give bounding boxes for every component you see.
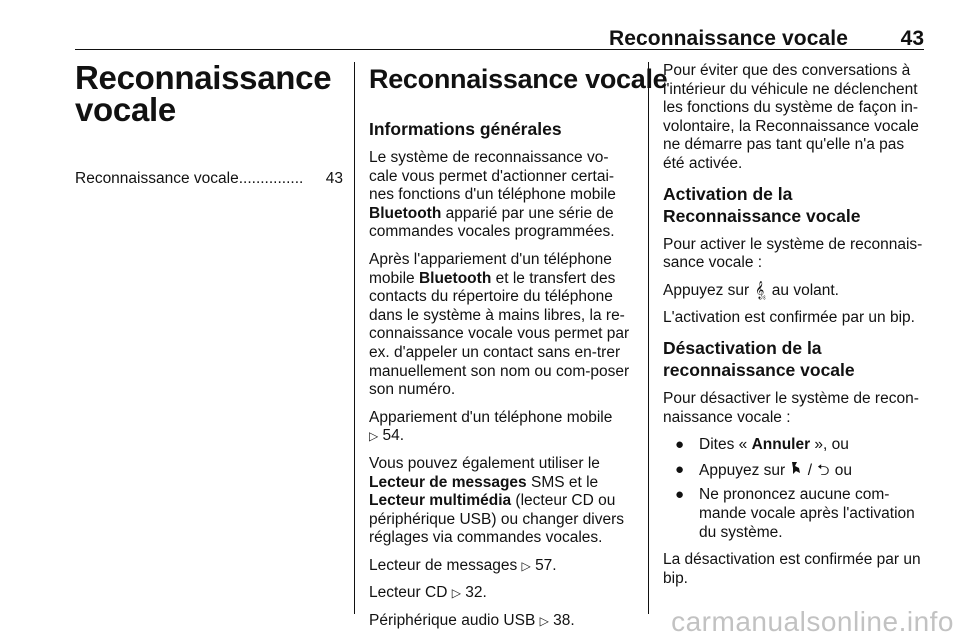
bullet2-mid: / bbox=[803, 461, 817, 479]
paragraph-pairing-b: et le transfert des contacts du répertoire du téléphone dans le système à mains libres, la re-connaissance vocale vous permet par ex. d'appeler un contact sans en-trer manuellement son nom ou com-poser son numéro. bbox=[369, 269, 630, 399]
bullet-icon: ● bbox=[675, 436, 685, 454]
pairing-ref-page[interactable]: 54. bbox=[382, 427, 405, 445]
paragraph-also-a: Vous pouvez également utiliser le bbox=[369, 454, 600, 472]
subheading-deactivation bbox=[663, 337, 927, 381]
media-player-term: Lecteur multimédia bbox=[369, 492, 512, 510]
deactivation-list bbox=[663, 436, 927, 542]
watermark: carmanualsonline.info bbox=[671, 606, 954, 637]
paragraph-press bbox=[663, 282, 927, 301]
toc-label: Reconnaissance vocale bbox=[75, 170, 239, 187]
section-title: Reconnaissance vocale bbox=[369, 64, 668, 94]
paragraph-pairing-ref bbox=[369, 409, 633, 446]
content-column-3 bbox=[663, 62, 927, 597]
paragraph-also-c: (lecteur CD ou périphérique USB) ou changer divers réglages via commandes vocales. bbox=[369, 492, 625, 547]
ref-label: Périphérique audio USB bbox=[369, 612, 540, 630]
paragraph-also-b: SMS et le bbox=[526, 473, 599, 491]
bluetooth-term: Bluetooth bbox=[418, 269, 492, 287]
subheading-deactivation-line2: reconnaissance vocale bbox=[663, 359, 855, 380]
header-rule bbox=[75, 49, 924, 50]
bluetooth-term: Bluetooth bbox=[369, 204, 442, 222]
paragraph-confirm: L'activation est confirmée par un bip. bbox=[663, 309, 915, 327]
paragraph-intro-tail: apparié par une série de commandes vocales programmées. bbox=[369, 204, 615, 241]
page-ref-arrow-icon: ▷ bbox=[451, 586, 461, 601]
cancel-term: Annuler bbox=[751, 436, 811, 454]
list-item bbox=[663, 486, 927, 542]
message-reader-term: Lecteur de messages bbox=[369, 473, 527, 491]
subheading-deactivation-line1: Désactivation de la bbox=[663, 337, 822, 358]
chapter-column bbox=[75, 59, 343, 188]
paragraph-also bbox=[369, 455, 633, 548]
ref-page[interactable]: 38. bbox=[553, 612, 575, 630]
ref-page[interactable]: 32. bbox=[465, 584, 487, 602]
ref-label: Lecteur de messages bbox=[369, 556, 522, 574]
paragraph-activation: Pour activer le système de reconnais-sance vocale : bbox=[663, 235, 923, 272]
paragraph-intro bbox=[369, 149, 633, 242]
chapter-title-line2: vocale bbox=[75, 91, 176, 128]
list-item bbox=[663, 461, 927, 481]
content-column-2 bbox=[369, 62, 668, 640]
subheading-activation: Activation de la Reconnaissance vocale bbox=[663, 183, 861, 226]
bullet3-text: Ne prononcez aucune com-mande vocale après l'activation du système. bbox=[699, 486, 915, 541]
bullet2-a: Appuyez sur bbox=[699, 461, 790, 479]
toc-entry[interactable] bbox=[75, 170, 343, 188]
bullet1-a: Dites « bbox=[699, 436, 752, 454]
pairing-ref-label: Appariement d'un téléphone mobile bbox=[369, 408, 613, 426]
page-ref-arrow-icon: ▷ bbox=[521, 558, 531, 573]
back-icon: ⮌ bbox=[817, 461, 830, 479]
bullet-icon: ● bbox=[675, 486, 685, 504]
voice-icon: 𝄠 bbox=[755, 281, 766, 299]
paragraph-final: La désactivation est confirmée par un bip. bbox=[663, 551, 921, 587]
page-header bbox=[0, 0, 960, 52]
press-text-b: au volant. bbox=[767, 281, 839, 299]
page-ref-arrow-icon: ▷ bbox=[369, 429, 379, 444]
page-number: 43 bbox=[900, 27, 924, 50]
paragraph-prevent: Pour éviter que des conversations à l'intérieur du véhicule ne déclenchent les fonctions du système de façon in-volontaire, la Reconnaissance vocale ne démarre pas tant qu'elle n'a pas été activée. bbox=[663, 62, 919, 172]
chapter-title-line1: Reconnaissance bbox=[75, 59, 332, 96]
paragraph-pairing-a: Après l'appariement d'un téléphone mobile bbox=[369, 250, 612, 287]
column-divider bbox=[648, 62, 649, 614]
header-title: Reconnaissance vocale bbox=[608, 27, 848, 50]
bullet-icon: ● bbox=[675, 460, 685, 478]
chapter-title bbox=[75, 59, 343, 128]
end-call-icon bbox=[789, 461, 803, 481]
bullet1-b: », ou bbox=[810, 436, 849, 454]
paragraph-pairing bbox=[369, 251, 633, 400]
ref-page[interactable]: 57. bbox=[535, 556, 557, 574]
toc-page: 43 bbox=[325, 170, 343, 187]
paragraph-intro-text: Le système de reconnaissance vo-cale vous permet d'actionner certai-nes fonctions d'un téléphone mobile bbox=[369, 149, 616, 204]
list-item bbox=[663, 436, 927, 455]
toc-dots: ............... bbox=[238, 170, 304, 187]
bullet2-b: ou bbox=[830, 461, 852, 479]
ref-cd-player bbox=[369, 584, 633, 603]
press-text-a: Appuyez sur bbox=[663, 281, 754, 299]
ref-message-reader bbox=[369, 557, 633, 576]
subheading-general-info: Informations générales bbox=[369, 119, 562, 139]
ref-label: Lecteur CD bbox=[369, 584, 452, 602]
ref-usb-audio bbox=[369, 612, 633, 631]
paragraph-deactivation: Pour désactiver le système de recon-naissance vocale : bbox=[663, 389, 919, 426]
page-ref-arrow-icon: ▷ bbox=[539, 614, 549, 629]
column-divider bbox=[354, 62, 355, 614]
